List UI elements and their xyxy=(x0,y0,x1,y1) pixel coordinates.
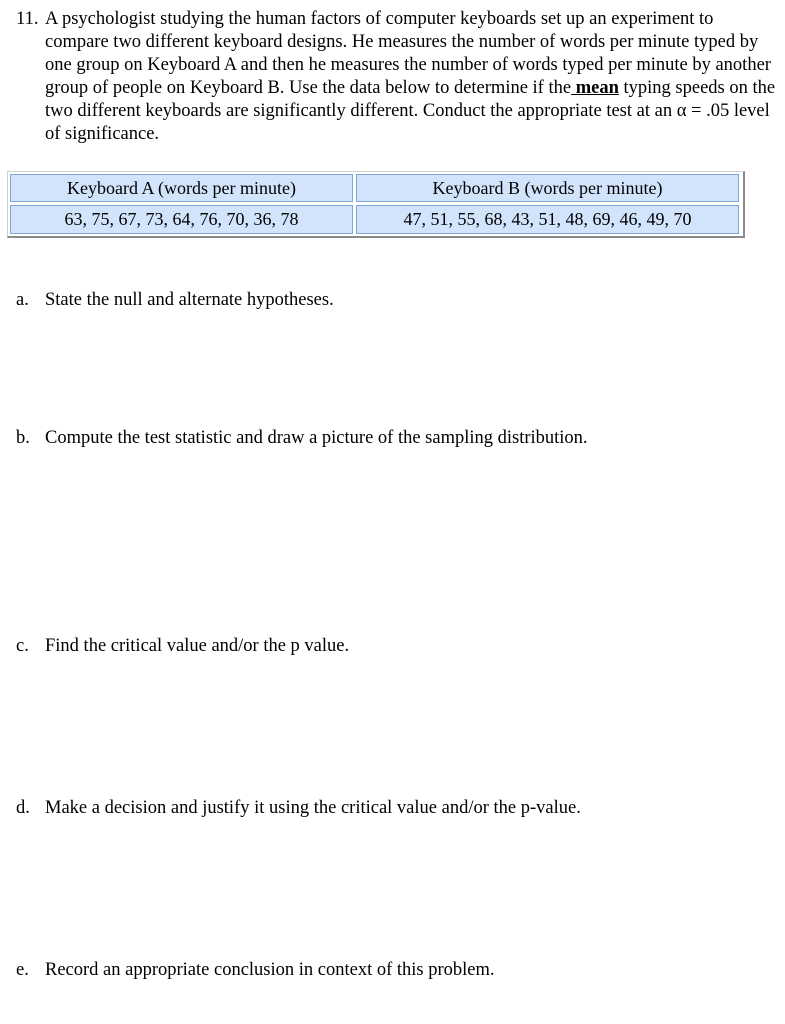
problem-text xyxy=(45,8,776,146)
part-d xyxy=(16,797,581,820)
table-header-keyboard-b: Keyboard B (words per minute) xyxy=(356,174,739,202)
keyboard-data-table xyxy=(7,171,745,238)
part-b xyxy=(16,427,588,450)
part-c-text: Find the critical value and/or the p value. xyxy=(45,636,350,656)
part-e xyxy=(16,959,495,982)
part-c xyxy=(16,635,349,658)
part-a xyxy=(16,289,334,312)
part-d-letter: d. xyxy=(16,798,30,818)
problem-text-before: A psychologist studying the human factors of computer keyboards set up an experiment to compare two different keyboard designs. He measures the number of words per minute typed by one group on Keyboard A and then he measures the number of words typed per minute by another group of people on Keyboard B. Use the data below to determine if the xyxy=(45,9,771,98)
part-e-letter: e. xyxy=(16,960,29,980)
part-b-letter: b. xyxy=(16,428,30,448)
problem-statement xyxy=(16,8,776,146)
problem-number: 11. xyxy=(16,9,39,29)
table-header-keyboard-a: Keyboard A (words per minute) xyxy=(10,174,353,202)
part-a-text: State the null and alternate hypotheses. xyxy=(45,290,334,310)
table-cell-keyboard-a-data: 63, 75, 67, 73, 64, 76, 70, 36, 78 xyxy=(10,205,353,234)
problem-text-after: typing speeds on the two different keyboards are significantly different. Conduct the appropriate test at an α = .05 level of significance. xyxy=(45,78,776,144)
mean-emphasis: mean xyxy=(571,78,619,98)
part-d-text: Make a decision and justify it using the critical value and/or the p-value. xyxy=(45,798,581,818)
part-a-letter: a. xyxy=(16,290,29,310)
part-b-text: Compute the test statistic and draw a picture of the sampling distribution. xyxy=(45,428,588,448)
table-cell-keyboard-b-data: 47, 51, 55, 68, 43, 51, 48, 69, 46, 49, 70 xyxy=(356,205,739,234)
part-c-letter: c. xyxy=(16,636,29,656)
part-e-text: Record an appropriate conclusion in context of this problem. xyxy=(45,960,495,980)
